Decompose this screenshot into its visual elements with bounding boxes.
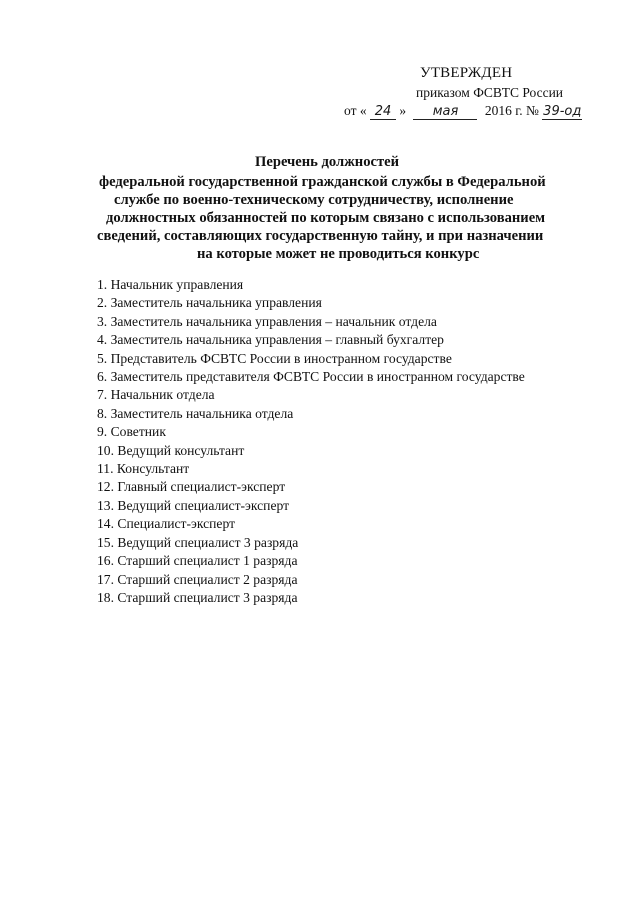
approval-date-line [344,103,582,120]
approval-block [0,0,640,130]
date-prefix: от « [344,103,367,118]
approval-title: УТВЕРЖДЕН [420,65,513,81]
list-item: 4. Заместитель начальника управления – главный бухгалтер [97,332,444,348]
list-item: 2. Заместитель начальника управления [97,295,322,311]
title-line-5: сведений, составляющих государственную тайну, и при назначении [97,228,544,244]
list-item: 18. Старший специалист 3 разряда [97,589,298,605]
approval-order: приказом ФСВТС России [416,85,564,100]
list-item: 12. Главный специалист-эксперт [97,479,286,495]
list-item: 17. Старший специалист 2 разряда [97,571,298,587]
title-line-6: на которые может не проводиться конкурс [197,246,480,262]
handwritten-month: мая [413,105,477,120]
title-line-4: должностных обязанностей по которым связано с использованием [106,210,546,226]
date-mid: » [399,103,407,118]
list-item: 14. Специалист-эксперт [97,516,236,532]
year-text: 2016 г. № [484,103,539,118]
list-item: 6. Заместитель представителя ФСВТС России в иностранном государстве [97,369,525,385]
title-line-1: Перечень должностей [255,154,400,170]
list-item: 10. Ведущий консультант [97,442,245,458]
list-item: 3. Заместитель начальника управления – начальник отдела [97,313,437,329]
list-item: 1. Начальник управления [97,277,244,292]
list-item: 9. Советник [97,424,166,440]
handwritten-order-number: 39-од [543,104,582,119]
list-item: 8. Заместитель начальника отдела [97,405,294,421]
list-item: 5. Представитель ФСВТС России в иностранном государстве [97,350,452,366]
handwritten-day: 24 [370,105,396,120]
list-item: 13. Ведущий специалист-эксперт [97,497,290,513]
list-item: 15. Ведущий специалист 3 разряда [97,534,299,550]
list-item: 16. Старший специалист 1 разряда [97,553,298,569]
title-line-3: службе по военно-техническому сотрудничеству, исполнение [114,192,514,208]
list-item: 7. Начальник отдела [97,387,215,403]
title-line-2: федеральной государственной гражданской службы в Федеральной [99,174,546,190]
positions-list [97,276,525,607]
list-item: 11. Консультант [97,461,190,477]
